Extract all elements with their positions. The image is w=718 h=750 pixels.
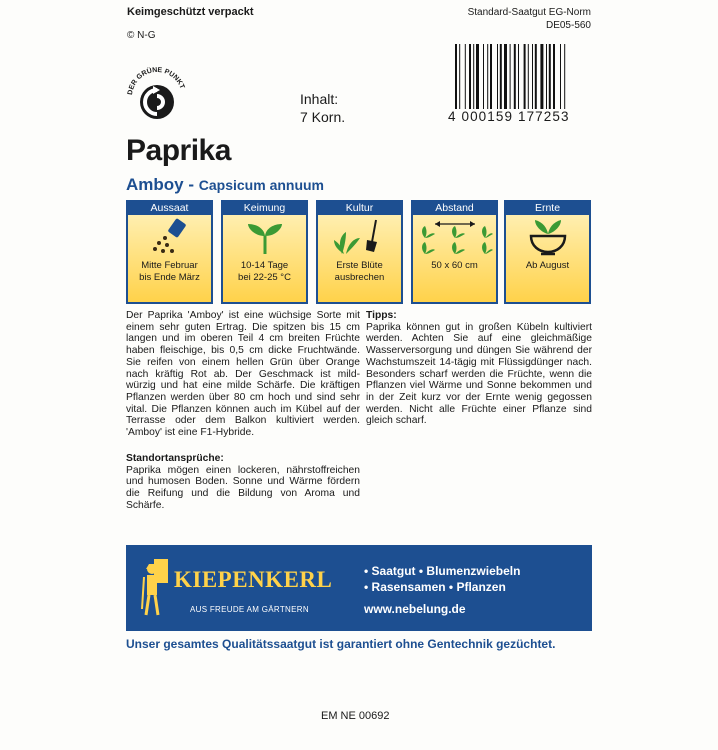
brand-banner [126, 545, 592, 631]
product-subtitle [126, 175, 324, 195]
info-head: Abstand [413, 202, 496, 215]
seed-packet-icon [128, 215, 211, 257]
info-text-line: Ab August [525, 260, 570, 271]
banner-line-1: • Saatgut • Blumenzwiebeln [364, 564, 521, 578]
info-head: Ernte [506, 202, 589, 215]
inhalt-value: 7 Korn. [300, 109, 346, 125]
brand-slogan: AUS FREUDE AM GÄRTNERN [190, 605, 309, 614]
sprout-icon [223, 215, 306, 257]
product-title: Paprika [126, 134, 231, 167]
info-text-line: 50 x 60 cm [431, 260, 478, 271]
keimschutz-label: Keimgeschützt verpackt [127, 6, 254, 18]
info-head: Keimung [223, 202, 306, 215]
inhalt-block [300, 90, 345, 126]
info-box-kultur [316, 200, 403, 304]
harvest-bowl-icon [506, 215, 589, 257]
info-text-line: bis Ende März [139, 272, 200, 283]
plant-spade-icon [318, 215, 401, 257]
info-box-keimung [221, 200, 308, 304]
brand-name: KIEPENKERL [174, 567, 333, 592]
norm-label [468, 6, 591, 32]
standort-section [126, 453, 360, 512]
barcode-number: 4 000159 177253 [448, 109, 570, 124]
inhalt-label: Inhalt: [300, 91, 339, 107]
standort-text: Paprika mögen einen lockeren, nährstoffreichen und humosen Boden. Sonne und Wärme fördern die Reifung und die Bildung von Aroma und Schärfe. [126, 464, 360, 511]
info-text [128, 260, 211, 284]
banner-products [364, 564, 520, 618]
tipps-heading: Tipps: [366, 310, 397, 321]
info-text-line: bei 22-25 °C [238, 272, 291, 283]
banner-line-2: • Rasensamen • Pflanzen [364, 579, 506, 594]
info-box-abstand [411, 200, 498, 304]
description-text: Der Paprika 'Amboy' ist eine wüchsige Sorte mit einem sehr guten Ertrag. Die spitzen bis 15 cm langen und im oberen Teil 4 cm breiten Früchte haben fleischige, bis 0,5 cm dicke Fruchtwände. Sie reifen von einem hellen Grün über Orange nach kräftig Rot ab. Der Geschmack ist mild-würzig und hat eine milde Schärfe. Die kräftigen Pflanzen werden über 80 cm hoch und sind sehr vital. Die Pflanzen können auch im Kübel auf der Terrasse oder dem Balkon kultiviert werden. 'Amboy' ist eine F1-Hybride. [126, 310, 360, 439]
norm-line-2: DE05-560 [545, 20, 591, 31]
subtitle-separator: - [188, 175, 195, 194]
gentech-statement: Unser gesamtes Qualitätssaatgut ist garantiert ohne Gentechnik gezüchtet. [126, 637, 556, 651]
standort-heading: Standortansprüche: [126, 453, 224, 464]
kiepenkerl-figure-icon [140, 557, 174, 619]
variety-name: Amboy [126, 175, 184, 194]
tipps-section [366, 310, 592, 427]
info-box-ernte [504, 200, 591, 304]
banner-url-link[interactable]: www.nebelung.de [364, 602, 466, 616]
info-text [413, 260, 496, 272]
tipps-text: Paprika können gut in großen Kübeln kultiviert werden. Achten Sie auf eine gleichmäßige Wasserversorgung und düngen Sie während der Wachstumszeit 14-tägig mit Flüssigdünger nach. Besonders scharf werden die Früchte, wenn die Pflanzen viel Wärme und Sonne bekommen und in der Zeit kurz vor der Ernte wenig gegossen werden. Nicht alle Früchte einer Pflanze sind gleich scharf. [366, 321, 592, 427]
spacing-icon [413, 215, 496, 257]
info-text-line: Erste Blüte [336, 260, 383, 271]
norm-line-1: Standard-Saatgut EG-Norm [467, 7, 591, 18]
gruene-punkt-logo [120, 60, 194, 134]
info-text-line: ausbrechen [334, 272, 385, 283]
info-text [506, 260, 589, 272]
copyright-label: © N-G [127, 30, 156, 41]
gruene-punkt-text: DER GRÜNE PUNKT [127, 66, 186, 96]
info-row [126, 200, 591, 304]
info-text-line: Mitte Februar [141, 260, 198, 271]
info-head: Aussaat [128, 202, 211, 215]
latin-name: Capsicum annuum [198, 177, 325, 193]
info-box-aussaat [126, 200, 213, 304]
info-text-line: 10-14 Tage [240, 260, 289, 271]
info-text [223, 260, 306, 284]
info-text [318, 260, 401, 284]
packet-code: EM NE 00692 [321, 710, 390, 722]
info-head: Kultur [318, 202, 401, 215]
